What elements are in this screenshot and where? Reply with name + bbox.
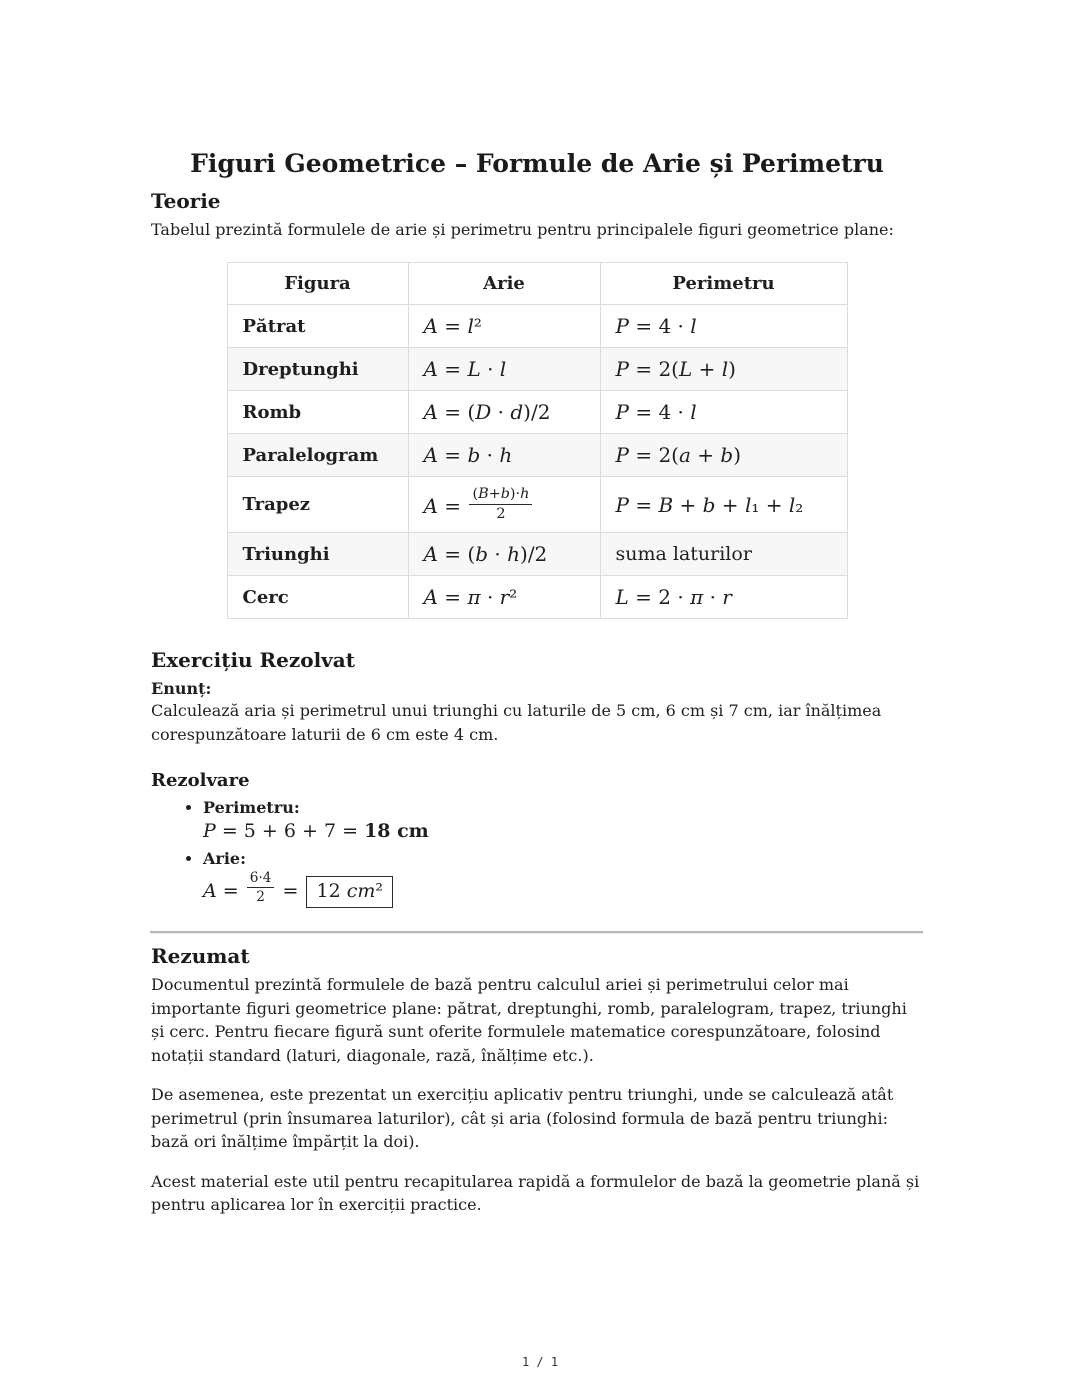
section-rezumat [151, 944, 923, 1217]
figura-cell: Triunghi [227, 533, 408, 576]
enunt-label: Enunț: [151, 679, 212, 699]
fraction-numerator: (B+b)·h [469, 486, 532, 505]
formula-prefix: A = [423, 494, 468, 519]
page-number: 1 / 1 [521, 1355, 559, 1369]
perimetru-text: suma laturilor [600, 533, 847, 576]
perimetru-formula: L = 2 · π · r [600, 576, 847, 619]
arie-formula [408, 477, 600, 533]
perimetru-result: 18 cm [364, 820, 429, 843]
figura-cell: Dreptunghi [227, 348, 408, 391]
arie-formula: A = π · r² [408, 576, 600, 619]
fraction [247, 870, 275, 905]
arie-formula: A = (D · d)/2 [408, 391, 600, 434]
fraction [469, 486, 532, 523]
table-header-arie: Arie [408, 263, 600, 305]
table-row-dreptunghi [227, 348, 847, 391]
page-content [151, 0, 923, 1217]
arie-formula: A = b · h [408, 434, 600, 477]
formula-prefix: P = 5 + 6 + 7 = [203, 820, 365, 843]
section-teorie-heading: Teorie [151, 188, 221, 213]
perimetru-formula: P = 4 · l [600, 391, 847, 434]
equals-sign: = [276, 879, 305, 902]
rezolvare-heading: Rezolvare [151, 770, 250, 792]
section-divider [150, 931, 923, 934]
section-exercitiu-heading: Exercițiu Rezolvat [151, 648, 356, 673]
perimetru-formula: P = 2(L + l) [600, 348, 847, 391]
fraction-denominator: 2 [256, 889, 265, 906]
section-rezumat-heading: Rezumat [151, 944, 250, 969]
formulas-table [227, 262, 848, 619]
rezumat-paragraph-3: Acest material este util pentru recapitularea rapidă a formulelor de bază la geometrie plană și pentru aplicarea lor în exerciții practice. [151, 1171, 920, 1215]
page-title: Figuri Geometrice – Formule de Arie și Perimetru [190, 149, 884, 178]
table-header-row [227, 263, 847, 305]
figura-cell: Cerc [227, 576, 408, 619]
arie-formula: A = l² [408, 305, 600, 348]
perimetru-formula: P = 2(a + b) [600, 434, 847, 477]
perimetru-formula: P = B + b + l₁ + l₂ [600, 477, 847, 533]
arie-label: Arie: [203, 849, 247, 869]
figura-cell: Romb [227, 391, 408, 434]
figura-cell: Trapez [227, 477, 408, 533]
rezumat-paragraph-2: De asemenea, este prezentat un exercițiu aplicativ pentru triunghi, unde se calculează atât perimetrul (prin însumarea laturilor), cât și aria (folosind formula de bază pentru triunghi: bază ori înălțime împărțit la doi). [151, 1085, 894, 1152]
list-item-perimetru [203, 796, 923, 845]
table-row-romb [227, 391, 847, 434]
table-row-triunghi [227, 533, 847, 576]
rezumat-paragraph-1: Documentul prezintă formulele de bază pentru calculul ariei și perimetrului celor mai importante figuri geometrice plane: pătrat, dreptunghi, romb, paralelogram, trapez, triunghi și cerc. Pentru fiecare figură sunt oferite formulele matematice corespunzătoare, folosind notații standard (laturi, diagonale, rază, înălțime etc.). [151, 975, 907, 1065]
arie-formula: A = L · l [408, 348, 600, 391]
formula-prefix: A = [203, 879, 245, 902]
table-row-patrat [227, 305, 847, 348]
solution-list [151, 796, 923, 908]
fraction-denominator: 2 [496, 506, 506, 523]
perimetru-formula-line [203, 820, 429, 842]
enunt-text: Calculează aria și perimetrul unui triunghi cu laturile de 5 cm, 6 cm și 7 cm, iar înălțimea corespunzătoare laturii de 6 cm este 4 cm. [151, 701, 882, 744]
table-header-figura: Figura [227, 263, 408, 305]
fraction-numerator: 6·4 [247, 870, 275, 888]
figura-cell: Paralelogram [227, 434, 408, 477]
figura-cell: Pătrat [227, 305, 408, 348]
boxed-result: 12 cm² [306, 876, 393, 909]
arie-formula: A = (b · h)/2 [408, 533, 600, 576]
table-row-paralelogram [227, 434, 847, 477]
perimetru-formula: P = 4 · l [600, 305, 847, 348]
table-row-trapez [227, 477, 847, 533]
list-item-arie [203, 847, 923, 908]
teorie-intro: Tabelul prezintă formulele de arie și perimetru pentru principalele figuri geometrice plane: [151, 219, 894, 239]
table-row-cerc [227, 576, 847, 619]
table-header-perimetru: Perimetru [600, 263, 847, 305]
perimetru-label: Perimetru: [203, 798, 300, 818]
